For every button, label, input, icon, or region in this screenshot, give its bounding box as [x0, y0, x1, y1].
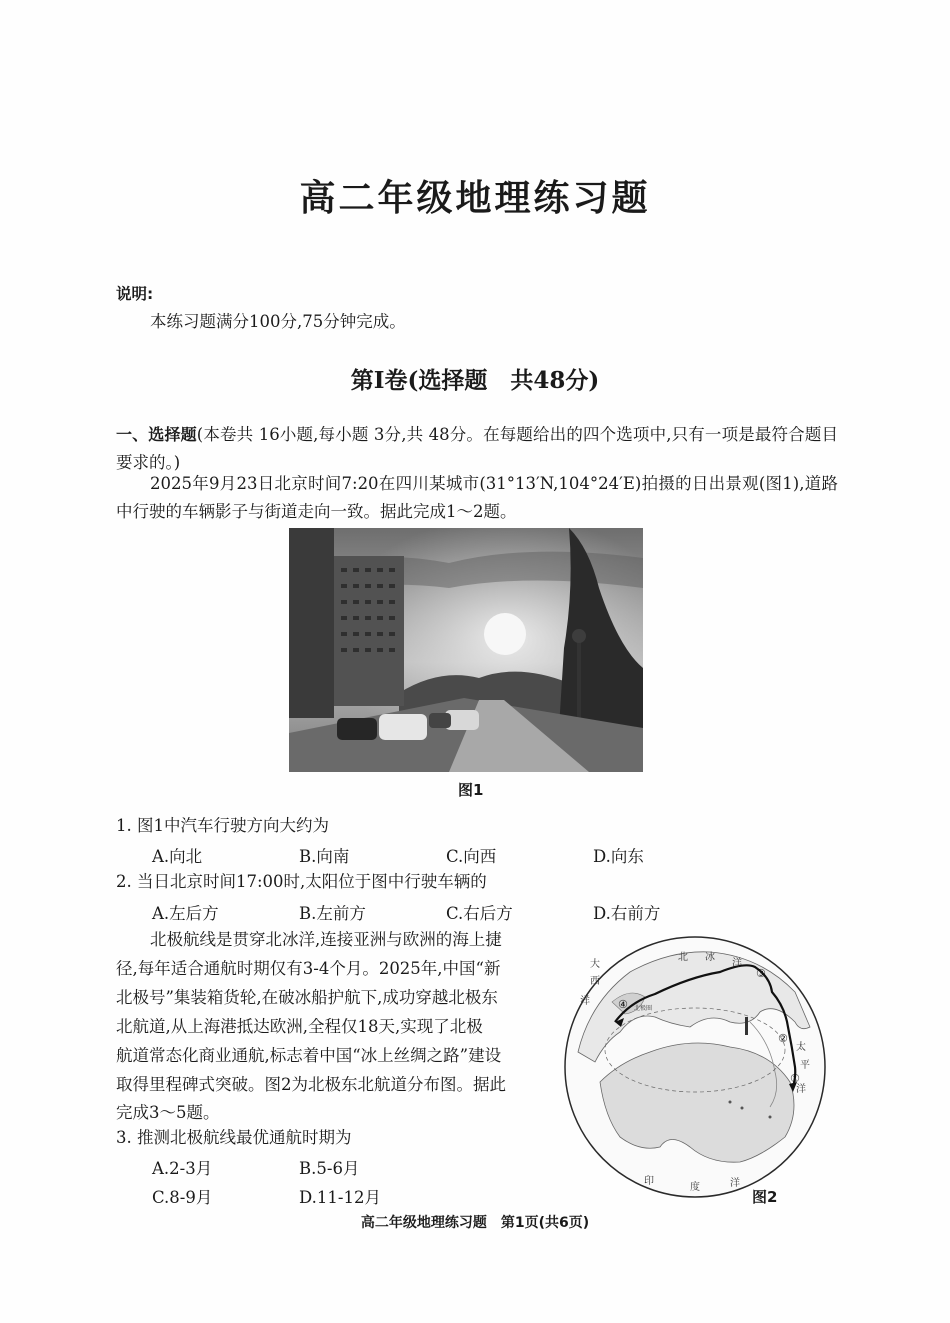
- figure1-caption: 图1: [458, 781, 484, 799]
- map-label-pacific: 平: [800, 1060, 810, 1071]
- route-marker-1: ①: [790, 1072, 800, 1085]
- section-title: 第Ⅰ卷(选择题 共48分): [350, 367, 600, 394]
- map-label-pacific: 洋: [796, 1084, 806, 1095]
- map-label-indian: 洋: [730, 1178, 740, 1189]
- question-2-option-c[interactable]: C.右后方: [446, 904, 513, 923]
- passage-2-line: 取得里程碑式突破。图2为北极东北航道分布图。据此: [116, 1075, 506, 1094]
- question-3-option-c[interactable]: C.8-9月: [152, 1188, 213, 1207]
- map-label-atlantic: 西: [590, 976, 600, 987]
- question-2-option-a[interactable]: A.左后方: [152, 904, 219, 923]
- question-3-option-a[interactable]: A.2-3月: [152, 1159, 213, 1178]
- passage-2-line: 完成3～5题。: [116, 1103, 220, 1122]
- question-2-stem: 2. 当日北京时间17:00时,太阳位于图中行驶车辆的: [116, 872, 487, 891]
- page-title: 高二年级地理练习题: [299, 178, 651, 219]
- question-1-option-a[interactable]: A.向北: [152, 847, 203, 866]
- figure2-caption: 图2: [752, 1188, 778, 1206]
- page-footer: 高二年级地理练习题 第1页(共6页): [360, 1215, 590, 1231]
- route-marker-2: ②: [778, 1032, 788, 1045]
- question-1-option-b[interactable]: B.向南: [299, 847, 350, 866]
- passage-2-line: 北极号”集装箱货轮,在破冰船护航下,成功穿越北极东: [116, 988, 498, 1007]
- part1-intro: [116, 421, 838, 477]
- map-label-indian: 印: [644, 1176, 654, 1187]
- route-marker-3: ③: [756, 967, 766, 980]
- question-3-option-b[interactable]: B.5-6月: [299, 1159, 360, 1178]
- map-label-pacific: 太: [796, 1042, 806, 1053]
- passage-2-line: 径,每年适合通航时期仅有3-4个月。2025年,中国“新: [116, 959, 501, 978]
- passage-2-line: 北航道,从上海港抵达欧洲,全程仅18天,实现了北极: [116, 1017, 483, 1036]
- question-1-option-d[interactable]: D.向东: [593, 847, 644, 866]
- passage-2-line: 北极航线是贯穿北冰洋,连接亚洲与欧洲的海上捷: [150, 930, 502, 949]
- map-label-indian: 度: [690, 1182, 700, 1193]
- question-3-stem: 3. 推测北极航线最优通航时期为: [116, 1128, 352, 1147]
- map-label-arctic-circle: 北极圈: [634, 1005, 653, 1012]
- part1-heading: 一、选择题: [116, 425, 197, 444]
- question-2-option-d[interactable]: D.右前方: [593, 904, 661, 923]
- passage-1: 2025年9月23日北京时间7:20在四川某城市(31°13′N,104°24′E)拍摄的日出景观(图1),道路中行驶的车辆影子与街道走向一致。据此完成1～2题。: [116, 474, 838, 521]
- instructions-label: 说明:: [116, 285, 154, 303]
- map-label-arctic: 冰: [705, 952, 715, 963]
- part1-desc: (本卷共 16小题,每小题 3分,共 48分。在每题给出的四个选项中,只有一项是最符合题目要求的。): [116, 425, 838, 472]
- question-1-option-c[interactable]: C.向西: [446, 847, 497, 866]
- arctic-route-map: [560, 932, 830, 1202]
- passage-2-line: 航道常态化商业通航,标志着中国“冰上丝绸之路”建设: [116, 1046, 502, 1065]
- sunrise-photo: [289, 528, 643, 772]
- map-label-atlantic: 洋: [580, 996, 590, 1007]
- question-3-option-d[interactable]: D.11-12月: [299, 1188, 381, 1207]
- question-2-option-b[interactable]: B.左前方: [299, 904, 366, 923]
- map-label-arctic: 洋: [732, 958, 742, 969]
- map-label-arctic: 北: [678, 952, 688, 963]
- route-marker-4: ④: [618, 998, 628, 1011]
- instructions-text: 本练习题满分100分,75分钟完成。: [150, 312, 406, 331]
- question-1-stem: 1. 图1中汽车行驶方向大约为: [116, 816, 329, 835]
- map-label-atlantic: 大: [590, 959, 600, 970]
